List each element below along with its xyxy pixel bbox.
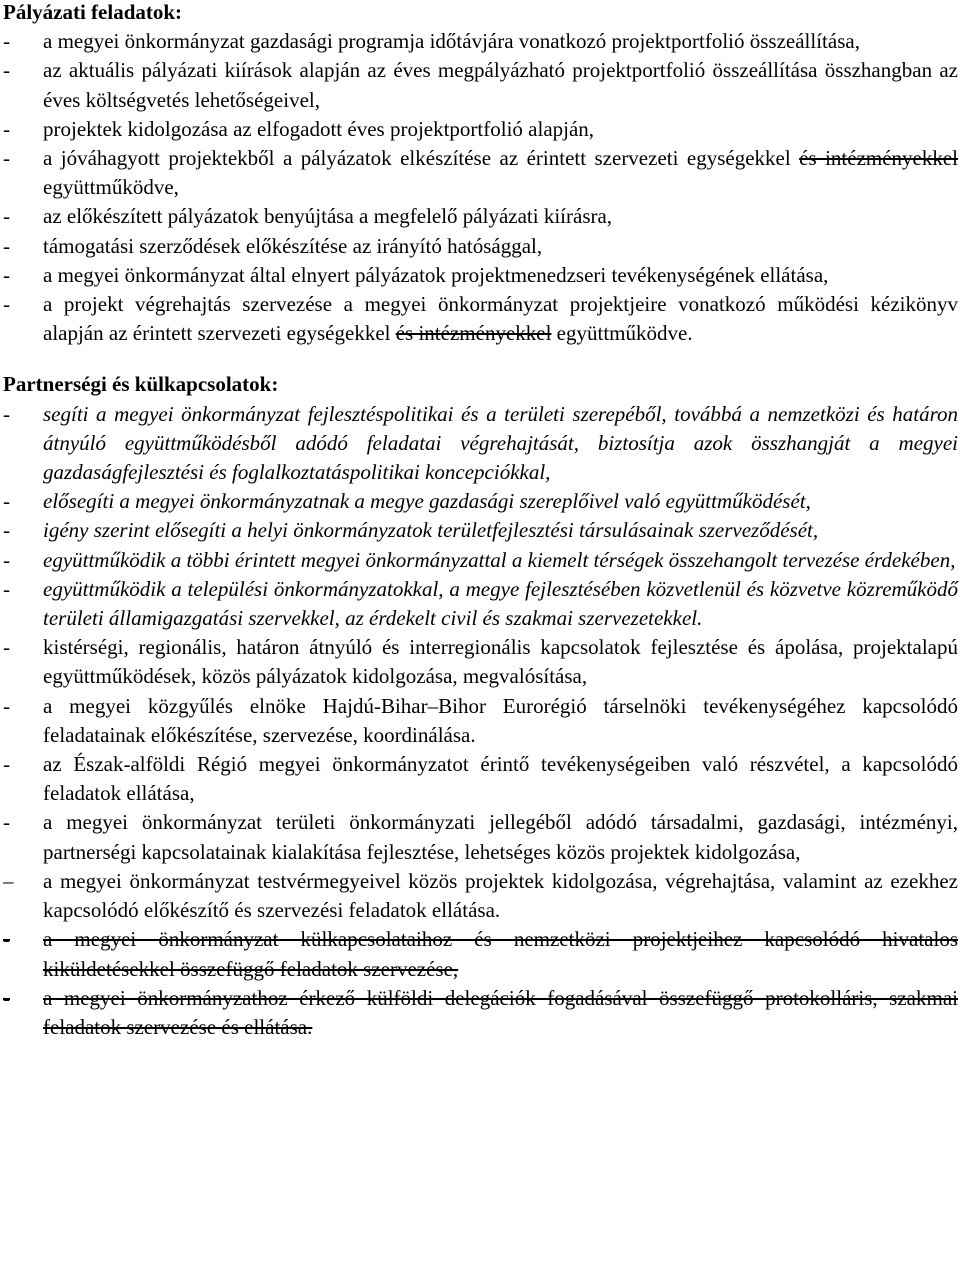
palyazati-task-list — [0, 27, 958, 348]
list-item-text: az előkészített pályázatok benyújtása a megfelelő pályázati kiírásra, — [43, 204, 613, 229]
list-item-text: támogatási szerződések előkészítése az irányító hatósággal, — [43, 233, 543, 258]
partnersegi-task-item — [0, 750, 958, 808]
partnersegi-task-item — [0, 808, 958, 866]
partnersegi-task-item — [0, 692, 958, 750]
list-dash: - — [3, 233, 10, 258]
list-dash: - — [3, 401, 10, 426]
list-dash: - — [3, 29, 10, 54]
palyazati-task-item — [0, 56, 958, 114]
list-item-text: a megyei önkormányzathoz érkező külföldi delegációk fogadásával összefüggő protokolláris, szakmai feladatok szervezése és ellátása. — [43, 985, 958, 1039]
list-item-text: együttműködik a többi érintett megyei önkormányzattal a kiemelt térségek összehangolt tervezése érdekében, — [43, 547, 956, 572]
deleted-text: és intézményekkel — [395, 321, 552, 346]
item-text-before: a jóváhagyott projektekből a pályázatok elkészítése az érintett szervezeti egységekkel — [43, 146, 791, 171]
partnersegi-task-item — [0, 487, 958, 516]
palyazati-task-item — [0, 144, 958, 202]
item-text-after: együttműködve, — [43, 175, 179, 200]
list-item-text: a megyei önkormányzat területi önkormányzati jellegéből adódó társadalmi, gazdasági, intézményi, partnerségi kapcsolatainak kialakítása fejlesztése, lehetséges közös projektek kidolgozása, — [43, 810, 958, 864]
list-item-text: elősegíti a megyei önkormányzatnak a megye gazdasági szereplőivel való együttműködését, — [43, 489, 811, 514]
list-item-text: az Észak-alföldi Régió megyei önkormányzatot érintő tevékenységeiben való részvétel, a kapcsolódó feladatok ellátása, — [43, 752, 958, 806]
list-dash: - — [3, 693, 10, 718]
list-dash: - — [3, 58, 10, 83]
partnersegi-task-item — [0, 575, 958, 633]
list-item-text: együttműködik a települési önkormányzatokkal, a megye fejlesztésében közvetlenül és közvetve közreműködő területi államigazgatási szervekkel, az érdekelt civil és szakmai szervezetekkel. — [43, 576, 958, 631]
list-dash: - — [3, 489, 10, 514]
list-dash: - — [3, 518, 10, 543]
partnersegi-task-item — [0, 516, 958, 545]
list-dash: - — [3, 752, 10, 777]
palyazati-task-item — [0, 232, 958, 261]
item-text-after: együttműködve. — [556, 321, 693, 346]
section-heading-palyazati: Pályázati feladatok: — [3, 0, 183, 24]
list-item-text: segíti a megyei önkormányzat fejlesztéspolitikai és a területi szerepéből, továbbá a nemzetközi és határon átnyúló együttműködésből adódó feladatai végrehajtását, biztosítja azok összhangját a megyei gazdaságfejlesztési és foglalkoztatáspolitikai koncepciókkal, — [43, 401, 958, 485]
list-item-text: a megyei közgyűlés elnöke Hajdú-Bihar–Bihor Eurorégió társelnöki tevékenységéhez kapcsolódó feladatainak előkészítése, szervezése, koordinálása. — [43, 693, 958, 747]
partnersegi-task-item — [0, 400, 958, 488]
item-text-before: a projekt végrehajtás szervezése a megyei önkormányzat projektjeire vonatkozó működési kézikönyv alapján az érintett szervezeti egységekkel — [43, 292, 958, 346]
list-dash: – — [3, 868, 14, 893]
list-item-text — [43, 146, 958, 199]
list-dash: - — [3, 116, 10, 141]
list-dash: - — [3, 547, 10, 572]
list-item-text: a megyei önkormányzat által elnyert pályázatok projektmenedzseri tevékenységének ellátása, — [43, 262, 829, 287]
list-item-text: az aktuális pályázati kiírások alapján az éves megpályázható projektportfolió összeállítása összhangban az éves költségvetés lehetőségeivel, — [43, 58, 958, 112]
palyazati-task-item — [0, 27, 958, 56]
deleted-text: és intézményekkel — [799, 146, 959, 171]
list-item-text: a megyei önkormányzat testvérmegyeivel közös projektek kidolgozása, végrehajtása, valamint az ezekhez kapcsolódó előkészítő és szervezési feladatok ellátása. — [43, 868, 958, 923]
list-dash: - — [3, 204, 10, 229]
partnersegi-task-item — [0, 633, 958, 691]
partnersegi-task-item — [0, 546, 958, 575]
palyazati-task-item — [0, 290, 958, 348]
partnersegi-task-item — [0, 867, 958, 925]
partnersegi-task-list — [0, 400, 958, 1042]
list-dash: - — [3, 985, 10, 1010]
list-item-text: igény szerint elősegíti a helyi önkormányzatok területfejlesztési társulásainak szerveződését, — [43, 518, 819, 543]
list-dash: - — [3, 927, 10, 952]
list-dash: - — [3, 262, 10, 287]
list-dash: - — [3, 576, 10, 601]
section-heading-partnersegi: Partnerségi és külkapcsolatok: — [3, 372, 279, 397]
partnersegi-task-item — [0, 984, 958, 1042]
palyazati-task-item — [0, 202, 958, 231]
list-dash: - — [3, 810, 10, 835]
list-dash: - — [3, 635, 10, 660]
list-item-text: kistérségi, regionális, határon átnyúló és interregionális kapcsolatok fejlesztése és ápolása, projektalapú együttműködések, közös pályázatok kidolgozása, megvalósítása, — [43, 635, 958, 689]
list-item-text: projektek kidolgozása az elfogadott éves projektportfolió alapján, — [43, 116, 595, 141]
partnersegi-task-item — [0, 925, 958, 983]
list-item-text: a megyei önkormányzat gazdasági programja időtávjára vonatkozó projektportfolió összeállítása, — [43, 29, 860, 54]
palyazati-task-item — [0, 261, 958, 290]
list-item-text — [43, 292, 958, 345]
list-dash: - — [3, 146, 10, 171]
list-dash: - — [3, 292, 10, 317]
list-item-text: a megyei önkormányzat külkapcsolataihoz és nemzetközi projektjeihez kapcsolódó hivatalos kiküldetésekkel összefüggő feladatok szervezése, — [43, 927, 958, 981]
palyazati-task-item — [0, 115, 958, 144]
